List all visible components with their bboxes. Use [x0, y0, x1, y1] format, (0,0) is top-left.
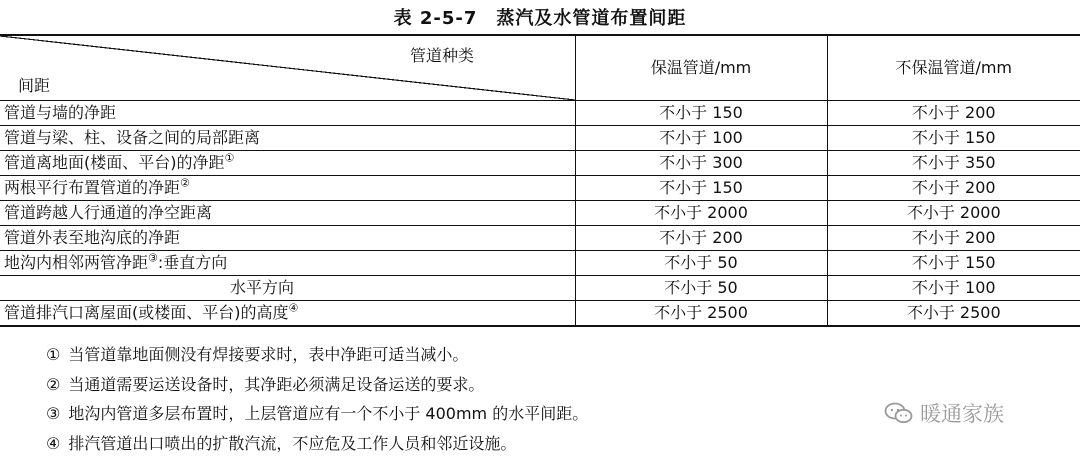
cell-insulated: 不小于 2000 — [575, 201, 827, 226]
footnote-text: 当通道需要运送设备时，其净距必须满足设备运送的要求。 — [68, 374, 485, 394]
footnote-mark: ③ — [46, 404, 61, 423]
table-row — [0, 101, 1080, 126]
footnote-ref: ④ — [288, 301, 299, 315]
table-row — [0, 301, 1080, 327]
footnote-ref: ② — [180, 176, 190, 190]
table-row — [0, 201, 1080, 226]
spacing-table — [0, 34, 1080, 327]
footnote-mark: ④ — [46, 433, 61, 453]
footnote — [46, 370, 588, 400]
cell-insulated: 不小于 50 — [575, 251, 827, 276]
cell-uninsulated: 不小于 200 — [827, 226, 1080, 251]
footnote-ref: ① — [224, 151, 235, 165]
row-label-suffix: :垂直方向 — [157, 253, 228, 272]
row-label: 管道与梁、柱、设备之间的局部距离 — [4, 128, 261, 147]
table-title: 表 2-5-7 蒸汽及水管道布置间距 — [393, 8, 687, 29]
cell-uninsulated: 不小于 100 — [827, 276, 1080, 301]
cell-insulated: 不小于 150 — [575, 176, 827, 201]
footnote-text: 排汽管道出口喷出的扩散汽流，不应危及工作人员和邻近设施。 — [68, 433, 517, 453]
header-uninsulated: 不保温管道/mm — [827, 35, 1080, 101]
row-label: 管道外表至地沟底的净距 — [4, 228, 181, 247]
cell-uninsulated: 不小于 200 — [827, 176, 1080, 201]
cell-uninsulated: 不小于 200 — [827, 101, 1080, 126]
table-row — [0, 251, 1080, 276]
footnote — [46, 399, 588, 429]
row-label: 管道跨越人行通道的净空距离 — [4, 203, 213, 222]
cell-insulated: 不小于 100 — [575, 126, 827, 151]
table-row — [0, 151, 1080, 176]
table-row — [0, 276, 1080, 301]
cell-uninsulated: 不小于 2500 — [827, 301, 1080, 327]
row-label: 管道与墙的净距 — [4, 103, 117, 122]
cell-uninsulated: 不小于 2000 — [827, 201, 1080, 226]
cell-insulated: 不小于 200 — [575, 226, 827, 251]
header-pipe-type: 管道种类 — [410, 46, 475, 65]
row-label: 两根平行布置管道的净距 — [4, 178, 181, 197]
row-label: 地沟内相邻两管净距 — [4, 253, 149, 272]
header-spacing: 间距 — [18, 76, 51, 95]
cell-insulated: 不小于 150 — [575, 101, 827, 126]
footnote-mark: ② — [46, 374, 61, 394]
footnote-mark: ① — [46, 345, 61, 364]
table-row — [0, 126, 1080, 151]
table-row — [0, 176, 1080, 201]
header-insulated: 保温管道/mm — [575, 35, 827, 101]
footnote — [46, 429, 588, 459]
row-label: 水平方向 — [230, 278, 295, 297]
cell-uninsulated: 不小于 150 — [827, 126, 1080, 151]
cell-insulated: 不小于 50 — [575, 276, 827, 301]
footnote — [46, 340, 588, 370]
cell-uninsulated: 不小于 150 — [827, 251, 1080, 276]
table-row — [0, 226, 1080, 251]
cell-uninsulated: 不小于 350 — [827, 151, 1080, 176]
row-label: 管道离地面(楼面、平台)的净距 — [4, 153, 225, 172]
footnote-ref: ③ — [148, 251, 158, 265]
watermark-text: 暖通家族 — [920, 402, 1004, 426]
row-label: 管道排汽口离屋面(或楼面、平台)的高度 — [4, 303, 289, 322]
footnote-text: 地沟内管道多层布置时，上层管道应有一个不小于 400mm 的水平间距。 — [68, 404, 589, 423]
cell-insulated: 不小于 300 — [575, 151, 827, 176]
footnote-text: 当管道靠地面侧没有焊接要求时，表中净距可适当减小。 — [68, 345, 469, 364]
cell-insulated: 不小于 2500 — [575, 301, 827, 327]
footnotes — [46, 340, 588, 458]
watermark — [884, 398, 1004, 428]
wechat-icon — [884, 401, 914, 425]
table-header-row — [0, 35, 1080, 101]
header-corner-cell — [0, 35, 575, 101]
